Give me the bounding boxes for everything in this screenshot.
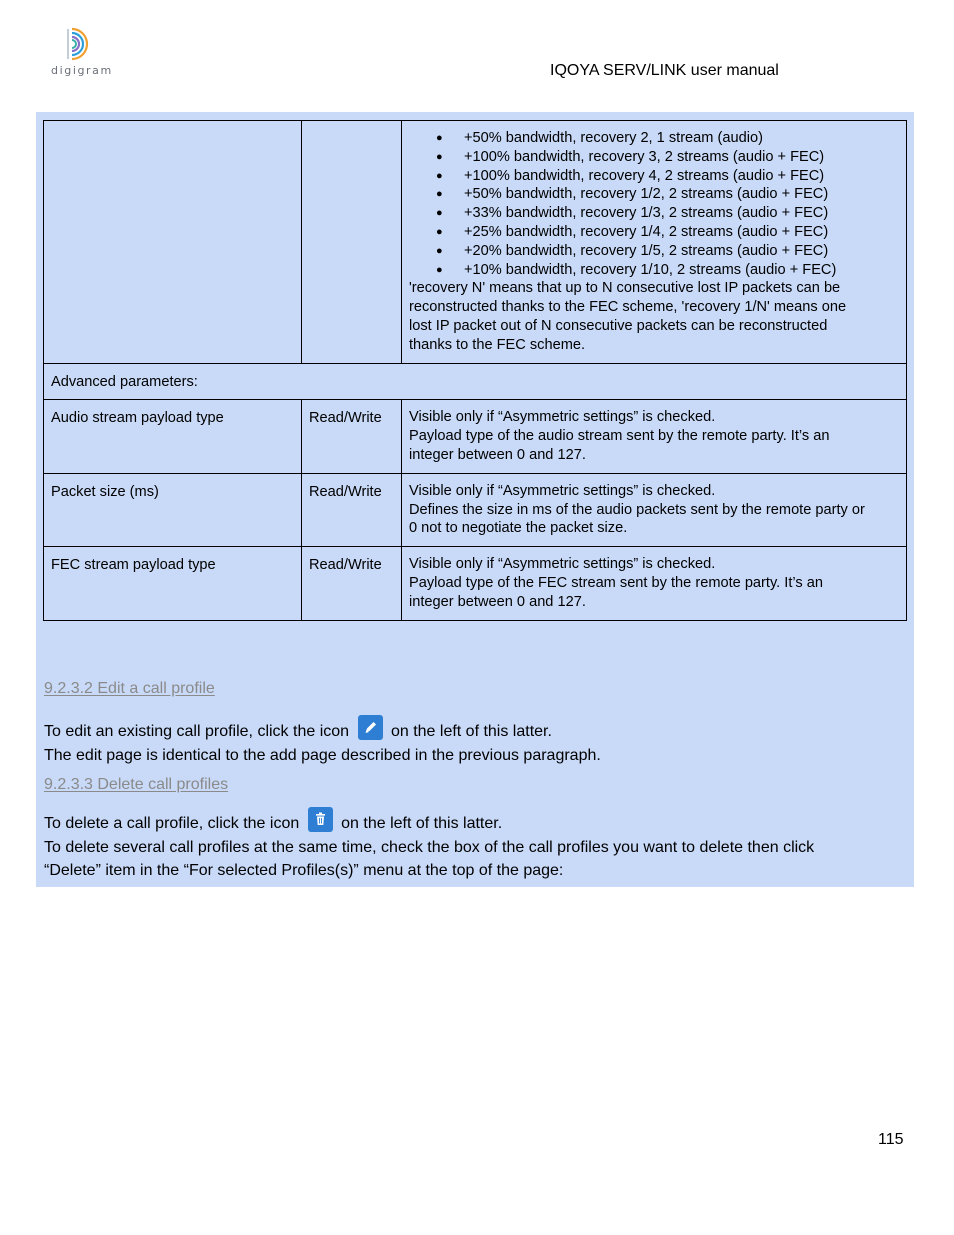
edit-call-profile-heading[interactable]: 9.2.3.2 Edit a call profile <box>44 680 215 697</box>
fec-options-list <box>409 129 899 279</box>
list-item: ● +25% bandwidth, recovery 1/4, 2 streams (audio + FEC) <box>409 223 899 242</box>
param-name: FEC stream payload type <box>51 557 216 574</box>
list-item: ● +50% bandwidth, recovery 2, 1 stream (audio) <box>409 129 899 148</box>
table-row <box>44 400 907 473</box>
list-item: ● +10% bandwidth, recovery 1/10, 2 streams (audio + FEC) <box>409 261 899 280</box>
digigram-logo <box>50 24 112 80</box>
table-row <box>44 473 907 546</box>
param-description: Visible only if “Asymmetric settings” is checked. Payload type of the audio stream sent by the remote party. It’s an integer between 0 and 127. <box>409 409 830 463</box>
logo-text: digigram <box>51 64 113 77</box>
delete-call-profiles-heading[interactable]: 9.2.3.3 Delete call profiles <box>44 776 229 793</box>
param-access: Read/Write <box>309 410 382 427</box>
delete-instructions: To delete a call profile, click the icon on the left of this latter. To delete several call profiles at the same time, check the box of the call profiles you want to delete then click “Delete” item in the “For selected Profiles(s)” menu at the top of the page: <box>44 807 814 883</box>
table-cell-empty <box>44 121 302 364</box>
document-title: IQOYA SERV/LINK user manual <box>550 62 779 79</box>
param-description: Visible only if “Asymmetric settings” is checked. Defines the size in ms of the audio packets sent by the remote party or 0 not to negotiate the packet size. <box>409 482 865 537</box>
edit-description: The edit page is identical to the add page described in the previous paragraph. <box>44 746 601 764</box>
fec-note: 'recovery N' means that up to N consecutive lost IP packets can be reconstructed thanks to the FEC scheme, 'recovery 1/N' means one lost IP packet out of N consecutive packets can be reconstructed thanks to the FEC scheme. <box>409 280 847 353</box>
param-access: Read/Write <box>309 483 382 500</box>
list-item: ● +100% bandwidth, recovery 3, 2 streams (audio + FEC) <box>409 148 899 167</box>
table-row <box>44 547 907 620</box>
digigram-logo-icon <box>64 26 98 62</box>
param-name: Audio stream payload type <box>51 410 224 427</box>
table-row <box>44 121 907 364</box>
parameters-table <box>43 120 907 621</box>
list-item: ● +100% bandwidth, recovery 4, 2 streams (audio + FEC) <box>409 167 899 186</box>
pencil-icon <box>358 715 383 740</box>
table-cell-empty <box>302 121 402 364</box>
advanced-parameters-label: Advanced parameters: <box>51 373 198 390</box>
list-item: ● +33% bandwidth, recovery 1/3, 2 streams (audio + FEC) <box>409 204 899 223</box>
list-item: ● +20% bandwidth, recovery 1/5, 2 streams (audio + FEC) <box>409 242 899 261</box>
content-section <box>36 112 914 887</box>
trash-icon <box>308 807 333 832</box>
list-item: ● +50% bandwidth, recovery 1/2, 2 streams (audio + FEC) <box>409 185 899 204</box>
param-name: Packet size (ms) <box>51 483 159 500</box>
param-description: Visible only if “Asymmetric settings” is checked. Payload type of the FEC stream sent by the remote party. It’s an integer between 0 and 127. <box>409 556 823 610</box>
delete-description: To delete several call profiles at the same time, check the box of the call profiles you want to delete then click <box>44 838 815 856</box>
table-row <box>44 363 907 400</box>
param-access: Read/Write <box>309 557 382 574</box>
edit-instructions: To edit an existing call profile, click the icon on the left of this latter. The edit page is identical to the add page described in the previous paragraph. <box>44 715 601 767</box>
page-number: 115 <box>878 1131 904 1148</box>
delete-menu-description: “Delete” item in the “For selected Profiles(s)” menu at the top of the page: <box>44 862 564 879</box>
fec-description-cell <box>402 121 907 364</box>
advanced-parameters-header <box>44 363 907 400</box>
